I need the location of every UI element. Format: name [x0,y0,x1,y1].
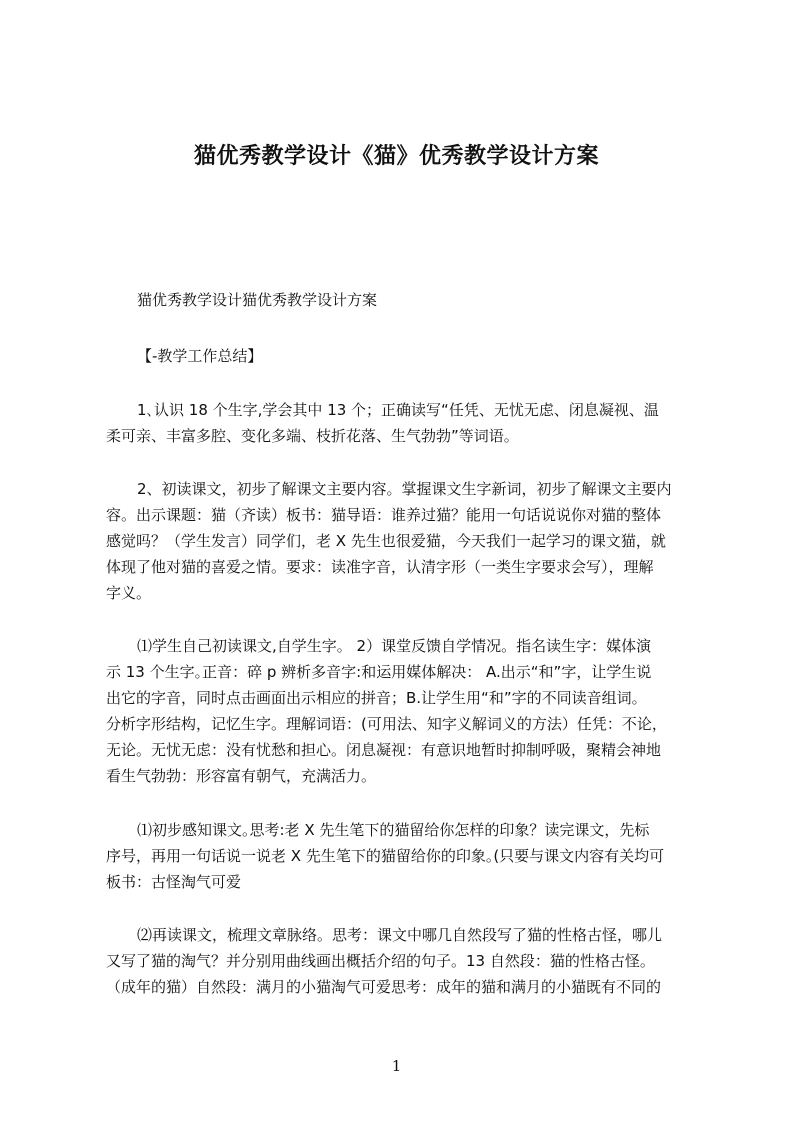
paragraph-line: 又写了猫的淘气？并分别用曲线画出概括介绍的句子。13 自然段：猫的性格古怪。 [106,952,655,970]
paragraph-line: 1､认识 18 个生字,学会其中 13 个；正确读写“任凭、无忧无虑、闭息凝视、温 [137,401,659,419]
paragraph-line: ⑵再读课文，梳理文章脉络。思考：课文中哪几自然段写了猫的性格古怪，哪儿 [137,926,663,944]
paragraph-line: ⑴学生自己初读课文,自学生字。 2）课堂反馈自学情况。指名读生字：媒体演 [137,637,652,655]
section-heading: 【-教学工作总结】 [137,347,263,365]
paragraph-line: 出它的字音，同时点击画面出示相应的拼音；B.让学生用“和”字的不同读音组词。 [106,689,647,707]
paragraph-line: 柔可亲、丰富多腔、变化多端、枝折花落、生气勃勃”等词语。 [106,427,519,445]
document-title: 猫优秀教学设计《猫》优秀教学设计方案 [193,144,599,169]
paragraph-line: 无论。无忧无虑：没有忧愁和担心。闭息凝视：有意识地暂时抑制呼吸，聚精会神地 [106,741,662,759]
subtitle-line: 猫优秀教学设计猫优秀教学设计方案 [137,291,378,309]
paragraph-line: 示 13 个生字｡正音：碎 p 辨析多音字:和运用媒体解决： A.出示“和”字，让学生说 [106,663,652,681]
paragraph-line: 体现了他对猫的喜爱之情。要求：读准字音，认清字形（一类生字要求会写），理解 [106,558,654,576]
page-number: 1 [391,1057,402,1075]
paragraph-line: （成年的猫）自然段：满月的小猫淘气可爱思考：成年的猫和满月的小猫既有不同的 [106,978,662,996]
paragraph-line: 字义。 [106,584,152,602]
paragraph-line: ⑴初步感知课文｡思考:老 X 先生笔下的猫留给你怎样的印象？读完课文，先标 [137,821,650,839]
paragraph-line: 看生气勃勃：形容富有朝气，充满活力。 [106,767,377,785]
paragraph-line: 容。出示课题：猫（齐读）板书：猫导语：谁养过猫？能用一句话说说你对猫的整体 [106,506,662,524]
paragraph-line: 板书：古怪淘气可爱 [106,873,242,891]
paragraph-line: 感觉吗？（学生发言）同学们，老 X 先生也很爱猫，今天我们一起学习的课文猫，就 [106,532,666,550]
paragraph-line: 序号，再用一句话说一说老 X 先生笔下的猫留给你的印象｡(只要与课文内容有关均可 [106,847,665,865]
paragraph-line: 2、初读课文，初步了解课文主要内容。掌握课文生字新词，初步了解课文主要内 [137,480,672,498]
paragraph-line: 分析字形结构，记忆生字。理解词语：(可用法、知字义解词义的方法）任凭：不论， [106,715,667,733]
